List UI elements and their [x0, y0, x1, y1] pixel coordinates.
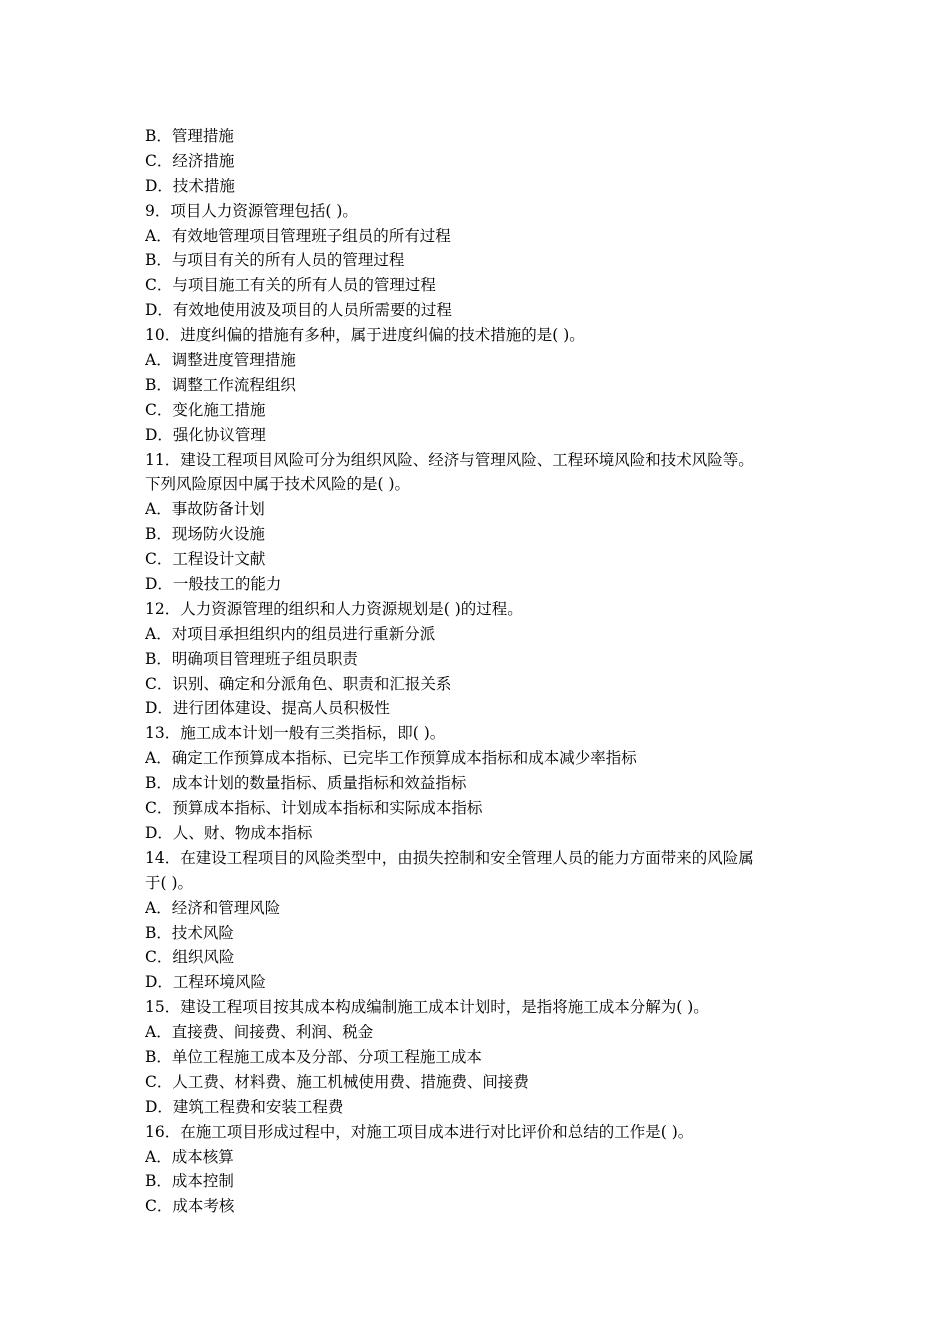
- text-line: A．对项目承担组织内的组员进行重新分派: [145, 624, 436, 643]
- document-body: [145, 124, 815, 1219]
- text-line: C．变化施工措施: [145, 400, 266, 419]
- text-line: B．单位工程施工成本及分部、分项工程施工成本: [145, 1047, 482, 1066]
- text-line: C．识别、确定和分派角色、职责和汇报关系: [145, 674, 452, 693]
- text-line: D．有效地使用波及项目的人员所需要的过程: [145, 301, 452, 320]
- text-line: D．建筑工程费和安装工程费: [145, 1097, 344, 1116]
- text-line: 16．在施工项目形成过程中，对施工项目成本进行对比评价和总结的工作是( )。: [145, 1122, 694, 1141]
- text-line: 9．项目人力资源管理包括( )。: [145, 201, 358, 220]
- text-line: 14．在建设工程项目的风险类型中，由损失控制和安全管理人员的能力方面带来的风险属: [145, 848, 754, 867]
- text-line: D．一般技工的能力: [145, 575, 282, 594]
- text-line: D．工程环境风险: [145, 973, 266, 992]
- text-line: D．进行团体建设、提高人员积极性: [145, 699, 390, 718]
- text-line: D．技术措施: [145, 176, 235, 195]
- text-line: 12．人力资源管理的组织和人力资源规划是( )的过程。: [145, 599, 523, 618]
- text-line: C．工程设计文献: [145, 550, 266, 569]
- text-line: A．确定工作预算成本指标、已完毕工作预算成本指标和成本减少率指标: [145, 749, 637, 768]
- text-line: B．成本控制: [145, 1172, 234, 1191]
- text-line: B．技术风险: [145, 923, 234, 942]
- text-line: 13．施工成本计划一般有三类指标，即( )。: [145, 724, 446, 743]
- text-line: B．与项目有关的所有人员的管理过程: [145, 251, 405, 270]
- text-line: A．调整进度管理措施: [145, 351, 296, 370]
- text-line: B．成本计划的数量指标、质量指标和效益指标: [145, 774, 467, 793]
- text-line: 15．建设工程项目按其成本构成编制施工成本计划时，是指将施工成本分解为( )。: [145, 998, 709, 1017]
- text-line: B．现场防火设施: [145, 525, 265, 544]
- text-line: D．强化协议管理: [145, 425, 266, 444]
- text-line: B．明确项目管理班子组员职责: [145, 649, 358, 668]
- text-line: 11．建设工程项目风险可分为组织风险、经济与管理风险、工程环境风险和技术风险等。: [145, 450, 754, 469]
- text-line: A．直接费、间接费、利润、税金: [145, 1023, 374, 1042]
- text-line: B．调整工作流程组织: [145, 375, 296, 394]
- text-line: D．人、财、物成本指标: [145, 823, 313, 842]
- text-line: B．管理措施: [145, 127, 234, 145]
- text-line: C．预算成本指标、计划成本指标和实际成本指标: [145, 799, 483, 818]
- text-line: C．人工费、材料费、施工机械使用费、措施费、间接费: [145, 1072, 529, 1091]
- text-line: A．事故防备计划: [145, 500, 265, 519]
- text-line: C．与项目施工有关的所有人员的管理过程: [145, 276, 436, 295]
- text-line: A．成本核算: [145, 1147, 234, 1166]
- text-line: 下列风险原因中属于技术风险的是( )。: [145, 475, 411, 494]
- text-line: C．成本考核: [145, 1197, 235, 1216]
- text-line: C．组织风险: [145, 948, 235, 967]
- text-line: A．经济和管理风险: [145, 898, 281, 917]
- text-line: C．经济措施: [145, 151, 235, 170]
- text-line: 10．进度纠偏的措施有多种，属于进度纠偏的技术措施的是( )。: [145, 326, 585, 345]
- text-line: 于( )。: [145, 873, 194, 892]
- text-line: A．有效地管理项目管理班子组员的所有过程: [145, 226, 451, 245]
